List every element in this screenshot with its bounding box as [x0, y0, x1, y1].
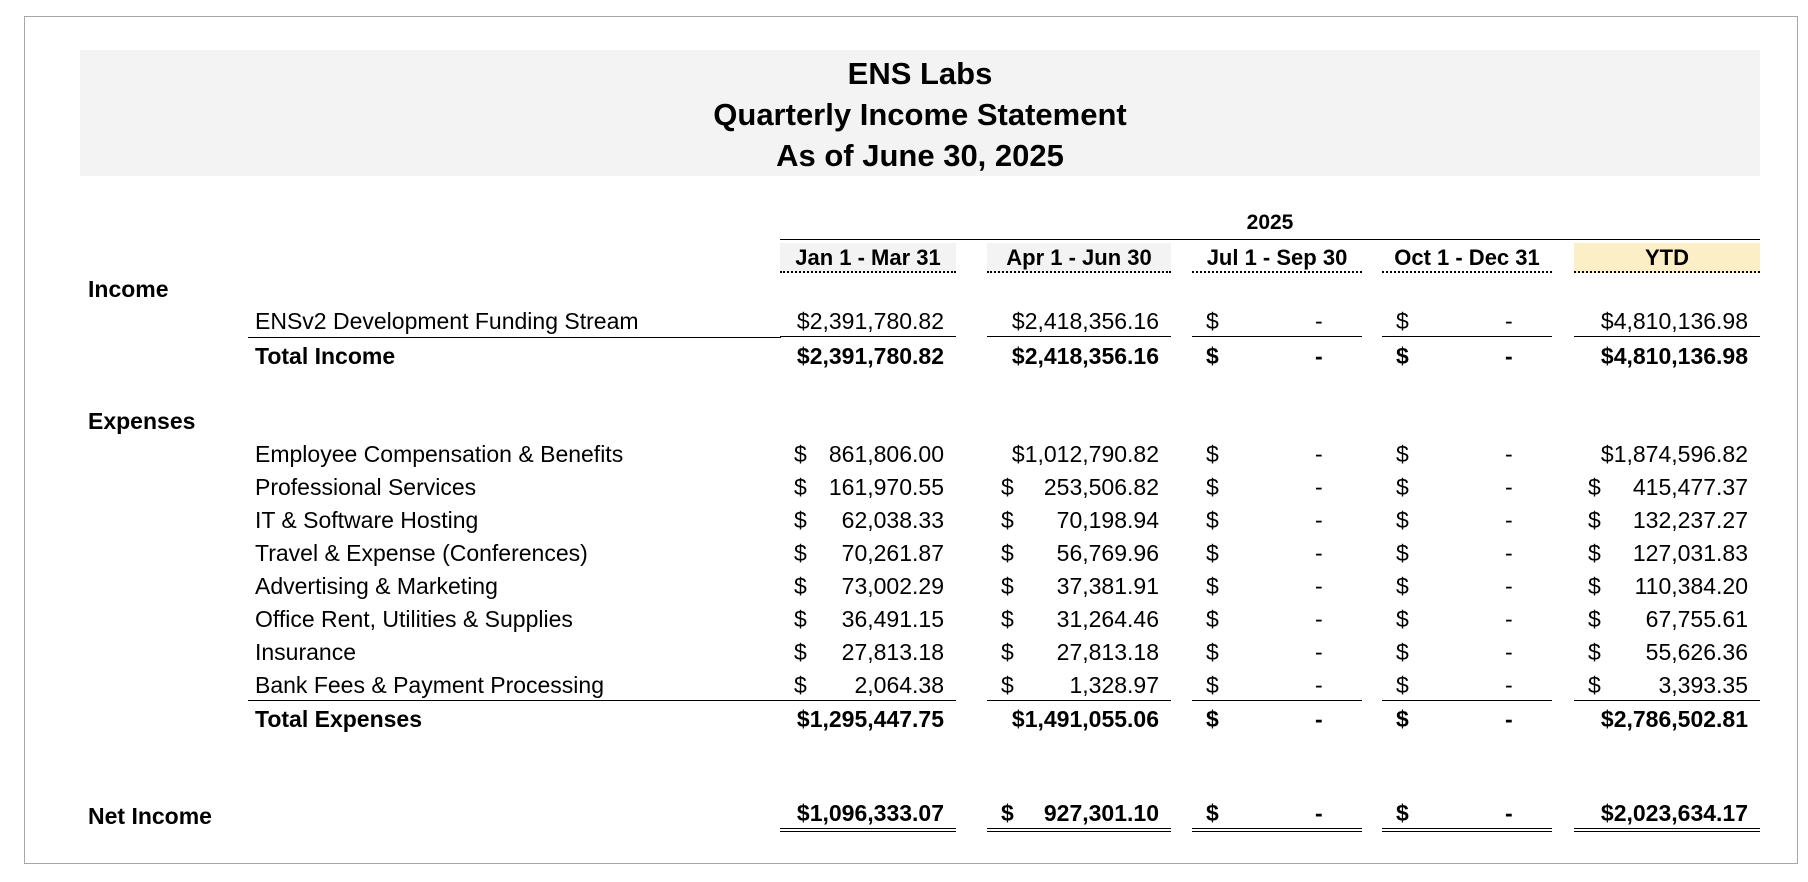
section-income: Income — [88, 276, 169, 302]
expense-row-cell-ytd — [1574, 505, 1760, 535]
total-income-cell-q2 — [987, 341, 1171, 371]
expense-row-label: Employee Compensation & Benefits — [255, 441, 624, 467]
amount: 70,198.94 — [1056, 507, 1159, 533]
amount: 2,391,780.82 — [809, 308, 944, 334]
amount: 253,506.82 — [1043, 474, 1159, 500]
currency-symbol: $ — [1588, 573, 1601, 599]
total-income-cell-q1 — [780, 341, 956, 371]
expense-row-label: Bank Fees & Payment Processing — [255, 672, 604, 698]
expense-row-cell-q3 — [1192, 505, 1362, 535]
amount: - — [1315, 800, 1323, 826]
amount: 1,295,447.75 — [809, 706, 944, 732]
amount-with-currency — [797, 704, 944, 734]
amount: 110,384.20 — [1634, 573, 1748, 599]
amount: 2,418,356.16 — [1024, 343, 1159, 369]
currency-symbol-inline: $ — [1011, 343, 1025, 369]
expense-row-cell-q2 — [987, 538, 1171, 568]
currency-symbol: $ — [1001, 474, 1014, 500]
currency-symbol-inline: $ — [1600, 441, 1614, 467]
amount: - — [1315, 441, 1323, 467]
amount: 1,328.97 — [1069, 672, 1159, 698]
currency-symbol-inline: $ — [1011, 308, 1025, 334]
company-name: ENS Labs — [847, 56, 993, 91]
expense-row-cell-ytd — [1574, 571, 1760, 601]
total-expenses-cell-ytd — [1574, 704, 1760, 734]
net-income-cell-ytd — [1574, 798, 1760, 832]
amount: 70,261.87 — [841, 540, 944, 566]
amount: 67,755.61 — [1645, 606, 1748, 632]
currency-symbol: $ — [1206, 441, 1219, 467]
amount: 161,970.55 — [828, 474, 944, 500]
section-expenses: Expenses — [88, 408, 196, 434]
expense-row-cell-q1 — [780, 571, 956, 601]
income-divider — [248, 337, 781, 338]
section-net-income: Net Income — [88, 803, 212, 829]
currency-symbol: $ — [1001, 800, 1014, 826]
expense-row-cell-q4 — [1382, 637, 1552, 667]
currency-symbol: $ — [1206, 606, 1219, 632]
amount-with-currency — [797, 798, 944, 828]
amount-with-currency — [1601, 798, 1748, 828]
amount: 2,064.38 — [854, 672, 944, 698]
currency-symbol: $ — [794, 672, 807, 698]
column-header-q4: Oct 1 - Dec 31 — [1382, 243, 1552, 273]
amount: 2,786,502.81 — [1613, 706, 1748, 732]
expense-row-cell-q1 — [780, 472, 956, 502]
currency-symbol: $ — [1206, 507, 1219, 533]
expense-row-label: Insurance — [255, 639, 357, 665]
amount: 62,038.33 — [841, 507, 944, 533]
currency-symbol: $ — [1206, 343, 1219, 369]
currency-symbol: $ — [1396, 540, 1409, 566]
total-expenses-cell-q3 — [1192, 704, 1362, 734]
total-expenses-cell-q4 — [1382, 704, 1552, 734]
amount: - — [1505, 343, 1513, 369]
amount-with-currency — [1012, 704, 1159, 734]
currency-symbol: $ — [1396, 606, 1409, 632]
currency-symbol: $ — [1396, 507, 1409, 533]
expense-row-cell-q2 — [987, 472, 1171, 502]
expense-row-cell-ytd — [1574, 439, 1760, 469]
amount: 132,237.27 — [1632, 507, 1748, 533]
currency-symbol: $ — [1001, 573, 1014, 599]
amount: 927,301.10 — [1043, 800, 1159, 826]
expense-row-cell-q1 — [780, 505, 956, 535]
expense-row-cell-q2 — [987, 505, 1171, 535]
amount-with-currency — [1012, 439, 1159, 469]
amount: - — [1315, 639, 1323, 665]
amount-with-currency — [797, 341, 944, 371]
amount: 3,393.35 — [1658, 672, 1748, 698]
amount: - — [1315, 507, 1323, 533]
amount: 2,023,634.17 — [1613, 800, 1748, 826]
currency-symbol: $ — [1206, 540, 1219, 566]
currency-symbol: $ — [1396, 639, 1409, 665]
amount: 56,769.96 — [1056, 540, 1159, 566]
expense-row-cell-q3 — [1192, 538, 1362, 568]
expense-row-label: Travel & Expense (Conferences) — [255, 540, 588, 566]
expense-row-cell-q4 — [1382, 604, 1552, 634]
total-expenses-label: Total Expenses — [255, 706, 423, 732]
currency-symbol: $ — [1588, 507, 1601, 533]
expense-row-cell-q1 — [780, 670, 956, 701]
expense-row-cell-q2 — [987, 439, 1171, 469]
currency-symbol: $ — [1206, 474, 1219, 500]
currency-symbol: $ — [1396, 672, 1409, 698]
income-row-cell-q1 — [780, 306, 956, 337]
amount: - — [1315, 706, 1323, 732]
currency-symbol: $ — [1396, 441, 1409, 467]
income-row-cell-q4 — [1382, 306, 1552, 337]
total-expenses-cell-q1 — [780, 704, 956, 734]
currency-symbol: $ — [1001, 540, 1014, 566]
total-income-cell-q4 — [1382, 341, 1552, 371]
amount: 861,806.00 — [828, 441, 944, 467]
currency-symbol: $ — [1001, 639, 1014, 665]
expense-row-cell-q1 — [780, 538, 956, 568]
expense-row-cell-q4 — [1382, 505, 1552, 535]
amount-with-currency — [797, 306, 944, 336]
expense-row-label: Professional Services — [255, 474, 477, 500]
amount: 1,491,055.06 — [1024, 706, 1159, 732]
amount: 1,874,596.82 — [1613, 441, 1748, 467]
amount-with-currency — [1012, 341, 1159, 371]
amount: - — [1505, 540, 1513, 566]
currency-symbol: $ — [1588, 606, 1601, 632]
expense-row-cell-q4 — [1382, 538, 1552, 568]
amount: 55,626.36 — [1645, 639, 1748, 665]
amount: 415,477.37 — [1632, 474, 1748, 500]
currency-symbol: $ — [794, 507, 807, 533]
currency-symbol: $ — [1001, 606, 1014, 632]
currency-symbol-inline: $ — [796, 343, 810, 369]
expense-row-cell-q3 — [1192, 604, 1362, 634]
expense-row-cell-ytd — [1574, 670, 1760, 701]
expense-row-cell-q2 — [987, 670, 1171, 701]
expense-row-cell-q3 — [1192, 670, 1362, 701]
amount: 1,096,333.07 — [809, 800, 944, 826]
amount-with-currency — [1601, 341, 1748, 371]
currency-symbol: $ — [1206, 800, 1219, 826]
amount: 2,418,356.16 — [1024, 308, 1159, 334]
currency-symbol-inline: $ — [1011, 441, 1025, 467]
currency-symbol-inline: $ — [1011, 706, 1025, 732]
amount: 2,391,780.82 — [809, 343, 944, 369]
currency-symbol: $ — [1588, 672, 1601, 698]
amount: - — [1315, 606, 1323, 632]
amount: - — [1315, 308, 1323, 334]
amount: - — [1505, 800, 1513, 826]
expense-row-cell-q2 — [987, 604, 1171, 634]
amount: - — [1505, 441, 1513, 467]
currency-symbol: $ — [794, 639, 807, 665]
income-row-cell-ytd — [1574, 306, 1760, 337]
currency-symbol: $ — [1396, 343, 1409, 369]
currency-symbol: $ — [1001, 507, 1014, 533]
currency-symbol-inline: $ — [1600, 706, 1614, 732]
amount: 127,031.83 — [1632, 540, 1748, 566]
net-income-cell-q4 — [1382, 798, 1552, 832]
amount: 4,810,136.98 — [1613, 343, 1748, 369]
expense-row-cell-q2 — [987, 571, 1171, 601]
total-income-cell-q3 — [1192, 341, 1362, 371]
currency-symbol: $ — [1206, 706, 1219, 732]
column-header-q1: Jan 1 - Mar 31 — [780, 243, 956, 273]
currency-symbol: $ — [1206, 573, 1219, 599]
income-row-cell-q3 — [1192, 306, 1362, 337]
expense-row-label: IT & Software Hosting — [255, 507, 479, 533]
currency-symbol-inline: $ — [1600, 343, 1614, 369]
currency-symbol: $ — [1396, 800, 1409, 826]
amount: 4,810,136.98 — [1613, 308, 1748, 334]
column-header-q3: Jul 1 - Sep 30 — [1192, 243, 1362, 273]
currency-symbol-inline: $ — [1600, 308, 1614, 334]
amount: 27,813.18 — [1056, 639, 1159, 665]
expenses-divider — [248, 700, 781, 701]
currency-symbol-inline: $ — [796, 800, 810, 826]
amount: - — [1315, 343, 1323, 369]
expense-row-cell-q4 — [1382, 670, 1552, 701]
expense-row-cell-ytd — [1574, 538, 1760, 568]
currency-symbol: $ — [1588, 474, 1601, 500]
expense-row-cell-q2 — [987, 637, 1171, 667]
expense-row-cell-q3 — [1192, 472, 1362, 502]
expense-row-label: Advertising & Marketing — [255, 573, 498, 599]
amount: - — [1315, 573, 1323, 599]
amount-with-currency — [1601, 439, 1748, 469]
currency-symbol: $ — [794, 441, 807, 467]
amount: 1,012,790.82 — [1024, 441, 1159, 467]
report-header — [80, 50, 1760, 176]
currency-symbol: $ — [1396, 474, 1409, 500]
currency-symbol: $ — [1206, 308, 1219, 334]
report-date: As of June 30, 2025 — [776, 138, 1064, 173]
amount-with-currency — [1601, 704, 1748, 734]
net-income-cell-q3 — [1192, 798, 1362, 832]
amount: 31,264.46 — [1056, 606, 1159, 632]
income-row-cell-q2 — [987, 306, 1171, 337]
expense-row-cell-q4 — [1382, 571, 1552, 601]
expense-row-cell-q3 — [1192, 439, 1362, 469]
total-income-label: Total Income — [255, 343, 396, 369]
expense-row-cell-q3 — [1192, 571, 1362, 601]
expense-row-cell-ytd — [1574, 472, 1760, 502]
expense-row-cell-q1 — [780, 439, 956, 469]
currency-symbol: $ — [794, 606, 807, 632]
year-label: 2025 — [1246, 211, 1294, 234]
currency-symbol: $ — [1396, 706, 1409, 732]
amount: - — [1505, 308, 1513, 334]
amount: 36,491.15 — [841, 606, 944, 632]
amount: 73,002.29 — [841, 573, 944, 599]
amount: - — [1315, 540, 1323, 566]
net-income-cell-q1 — [780, 798, 956, 832]
amount: - — [1505, 706, 1513, 732]
amount: - — [1505, 474, 1513, 500]
total-income-cell-ytd — [1574, 341, 1760, 371]
amount: - — [1315, 474, 1323, 500]
expense-row-cell-ytd — [1574, 604, 1760, 634]
amount: - — [1505, 606, 1513, 632]
amount: - — [1505, 573, 1513, 599]
expense-row-cell-q3 — [1192, 637, 1362, 667]
expense-row-cell-q4 — [1382, 439, 1552, 469]
currency-symbol: $ — [794, 573, 807, 599]
amount: - — [1315, 672, 1323, 698]
currency-symbol: $ — [1588, 540, 1601, 566]
report-title: Quarterly Income Statement — [713, 97, 1127, 132]
currency-symbol-inline: $ — [796, 308, 810, 334]
currency-symbol: $ — [1206, 672, 1219, 698]
currency-symbol: $ — [1396, 308, 1409, 334]
column-header-q2: Apr 1 - Jun 30 — [987, 243, 1171, 273]
currency-symbol: $ — [794, 474, 807, 500]
currency-symbol-inline: $ — [1600, 800, 1614, 826]
expense-row-cell-q1 — [780, 604, 956, 634]
currency-symbol: $ — [794, 540, 807, 566]
currency-symbol: $ — [1588, 639, 1601, 665]
expense-row-label: Office Rent, Utilities & Supplies — [255, 606, 573, 632]
currency-symbol: $ — [1206, 639, 1219, 665]
column-header-ytd: YTD — [1574, 243, 1760, 273]
currency-symbol-inline: $ — [796, 706, 810, 732]
expense-row-cell-q4 — [1382, 472, 1552, 502]
amount: 27,813.18 — [841, 639, 944, 665]
currency-symbol: $ — [1001, 672, 1014, 698]
expense-row-cell-q1 — [780, 637, 956, 667]
amount: - — [1505, 672, 1513, 698]
amount: - — [1505, 639, 1513, 665]
amount: - — [1505, 507, 1513, 533]
total-expenses-cell-q2 — [987, 704, 1171, 734]
amount-with-currency — [1601, 306, 1748, 336]
amount: 37,381.91 — [1056, 573, 1159, 599]
net-income-cell-q2 — [987, 798, 1171, 832]
year-divider — [780, 239, 1760, 240]
expense-row-cell-ytd — [1574, 637, 1760, 667]
income-row-label: ENSv2 Development Funding Stream — [255, 308, 639, 334]
currency-symbol: $ — [1396, 573, 1409, 599]
amount-with-currency — [1012, 306, 1159, 336]
